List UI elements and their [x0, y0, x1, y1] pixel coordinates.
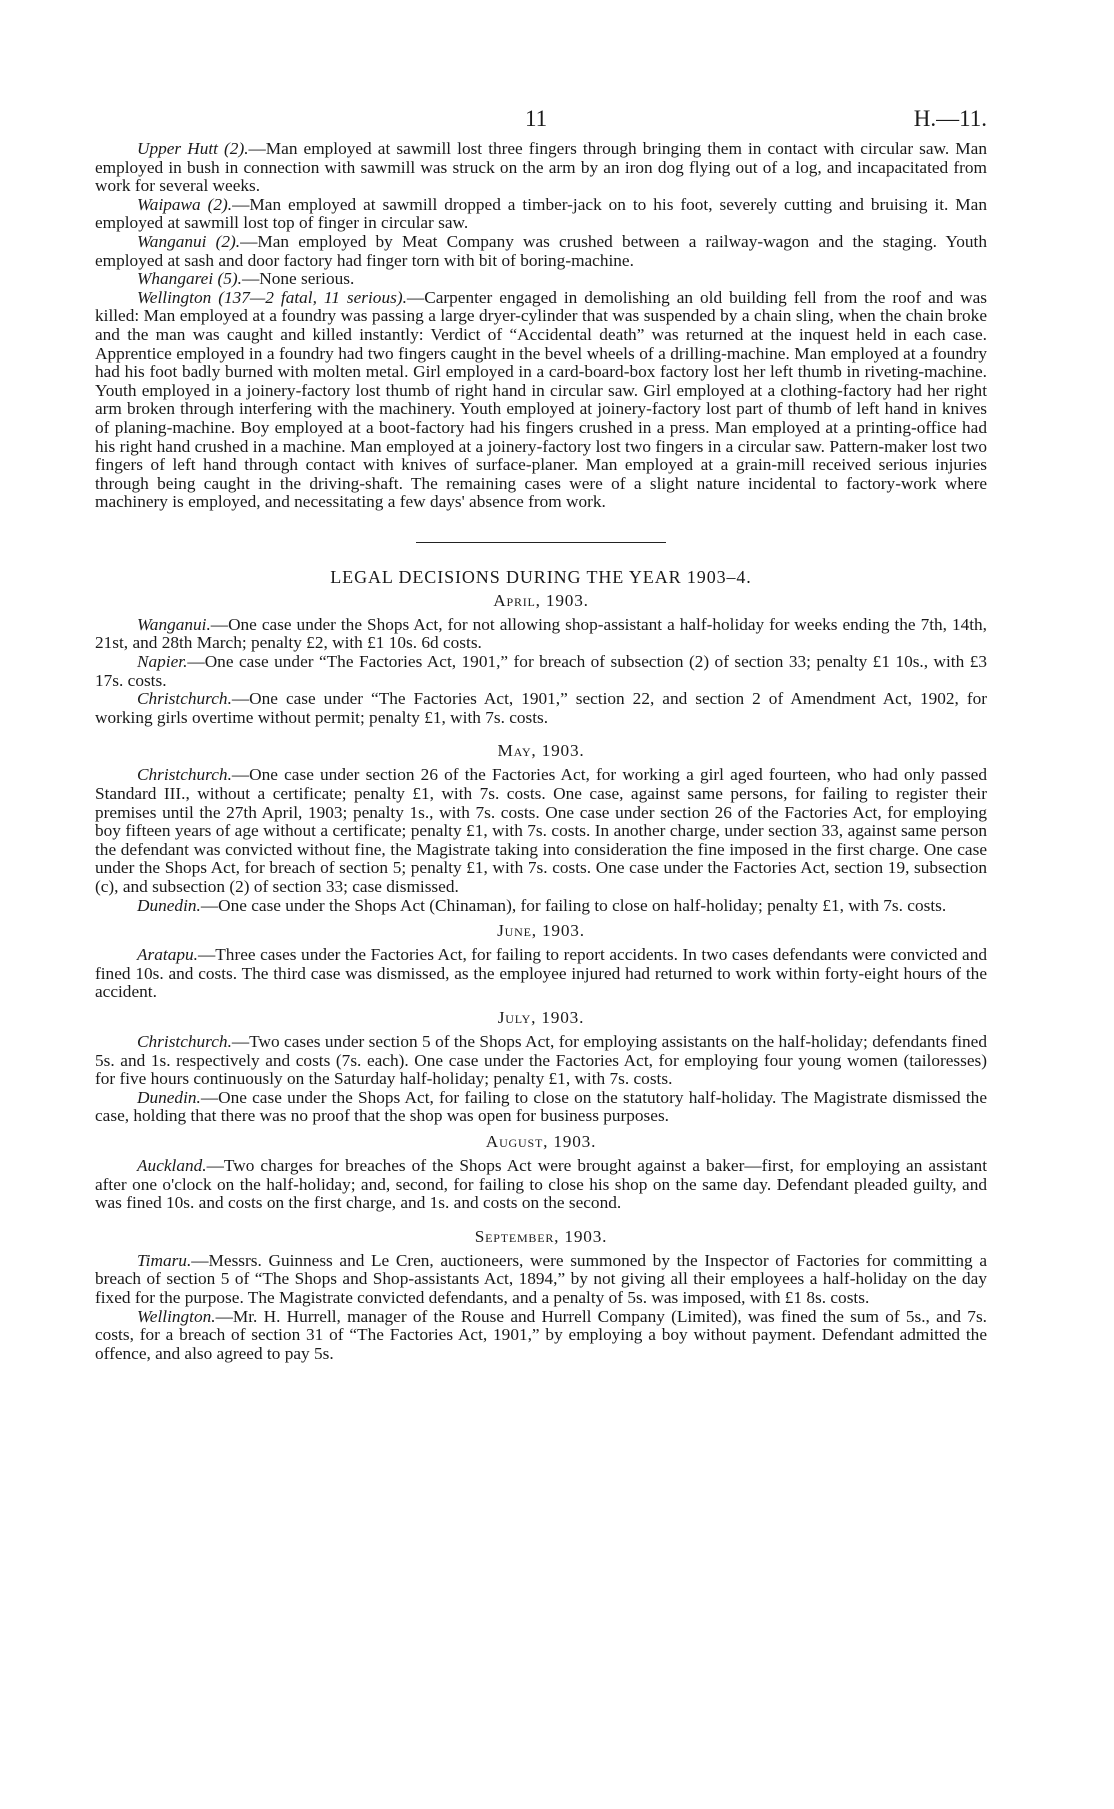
- paragraph-text: —One case under the Shops Act, for failing to close on the statutory half-holiday. The Magistrate dismissed the case, holding that there was no proof that the shop was open for business purposes.: [95, 1087, 987, 1126]
- legal-entry: [95, 1252, 987, 1308]
- section-divider: [416, 542, 666, 543]
- accident-paragraph: [95, 233, 987, 270]
- month-heading: April, 1903.: [493, 590, 589, 610]
- month-heading: July, 1903.: [497, 1007, 585, 1027]
- place-name: Upper Hutt (2).: [137, 139, 249, 158]
- place-name: Auckland.: [137, 1155, 207, 1175]
- paragraph-text: —Messrs. Guinness and Le Cren, auctioneers, were summoned by the Inspector of Factories for committing a breach of section 5 of “The Shops and Shop-assistants Act, 1894,” by not giving all their employees a half-holiday on the day fixed for the purpose. The Magistrate convicted defendants, and a penalty of 5s. was imposed, with £1 8s. costs.: [95, 1250, 987, 1307]
- paragraph-text: —Mr. H. Hurrell, manager of the Rouse and Hurrell Company (Limited), was fined the sum of 5s., and 7s. costs, for a breach of section 31 of “The Factories Act, 1901,” by employing a boy without payment. Defendant admitted the offence, and also agreed to pay 5s.: [95, 1306, 987, 1363]
- legal-entry: [95, 653, 987, 690]
- paragraph-text: —Man employed at sawmill lost three fingers through bringing them in contact with circular saw. Man employed in bush in connection with sawmill was struck on the arm by an iron dog flying out of a log, and incapacitated from work for several weeks.: [95, 139, 987, 196]
- place-name: Aratapu.: [137, 945, 198, 965]
- paragraph-text: —Three cases under the Factories Act, for failing to report accidents. In two cases defendants were convicted and fined 10s. and costs. The third case was dismissed, as the employee injured had returned to work within forty-eight hours of the accident.: [95, 945, 987, 1002]
- month-heading: May, 1903.: [497, 741, 585, 761]
- accident-paragraph: [95, 196, 987, 233]
- paragraph-text: —Two cases under section 5 of the Shops Act, for employing assistants on the half-holiday; defendants fined 5s. and 1s. respectively and costs (7s. each). One case under the Factories Act, for employing four young women (tailoresses) for five hours continuously on the Saturday half-holiday; penalty £1, with 7s. costs.: [95, 1031, 987, 1089]
- section-title: LEGAL DECISIONS DURING THE YEAR 1903–4.: [330, 566, 752, 587]
- accident-paragraph: [95, 289, 987, 512]
- paragraph-text: —Two charges for breaches of the Shops Act were brought against a baker—first, for employing an assistant after one o'clock on the half-holiday; and, second, for failing to close his shop on the same day. Defendant pleaded guilty, and was fined 10s. and costs on the first charge, and 1s. and costs on the second.: [95, 1155, 987, 1213]
- place-name: Wellington (137—2 fatal, 11 serious).: [137, 287, 407, 307]
- place-name: Wellington.: [137, 1306, 216, 1326]
- legal-decisions: [95, 591, 987, 1363]
- document-page: [95, 100, 987, 1363]
- page-number: 11: [525, 106, 548, 131]
- page-header: [95, 100, 987, 140]
- paragraph-text: —One case under section 26 of the Factories Act, for working a girl aged fourteen, who had only passed Standard III., without a certificate; penalty £1, with 7s. costs. One case, against same persons, for failing to register their premises until the 27th April, 1903; penalty 1s., with 7s. costs. One case under section 26 of the Factories Act, for employing boy fifteen years of age without a certificate; penalty £1, with 7s. costs. In another charge, under section 33, against same person the defendant was convicted without fine, the Magistrate taking into consideration the fine imposed in the first charge. One case under the Shops Act, for breach of section 5; penalty £1, with 7s. costs. One case under the Factories Act, section 19, subsection (c), and subsection (2) of section 33; case dismissed.: [95, 765, 987, 896]
- place-name: Christchurch.: [137, 689, 232, 709]
- paragraph-text: —None serious.: [241, 269, 355, 289]
- legal-entry: [95, 897, 987, 916]
- place-name: Dunedin.: [137, 895, 201, 915]
- page-code: H.—11.: [913, 106, 987, 131]
- paragraph-text: —One case under “The Factories Act, 1901,” section 22, and section 2 of Amendment Act, 1902, for working girls overtime without permit; penalty £1, with 7s. costs.: [95, 689, 987, 727]
- month-heading: June, 1903.: [497, 921, 585, 941]
- place-name: Waipawa (2).: [137, 194, 233, 214]
- legal-entry: [95, 1033, 987, 1089]
- legal-entry: [95, 690, 987, 727]
- accident-paragraph: [95, 140, 987, 196]
- paragraph-text: —Man employed at sawmill dropped a timber-jack on to his foot, severely cutting and bruising it. Man employed at sawmill lost top of finger in circular saw.: [95, 194, 987, 233]
- paragraph-text: —One case under the Shops Act, for not allowing shop-assistant a half-holiday for weeks ending the 7th, 14th, 21st, and 28th March; penalty £2, with £1 10s. 6d costs.: [95, 614, 987, 653]
- legal-entry: [95, 616, 987, 653]
- place-name: Napier.: [137, 652, 188, 672]
- place-name: Wanganui (2).: [137, 231, 241, 251]
- place-name: Christchurch.: [137, 765, 232, 785]
- place-name: Timaru.: [137, 1250, 192, 1270]
- accident-reports: [95, 140, 987, 512]
- place-name: Whangarei (5).: [137, 269, 242, 289]
- place-name: Christchurch.: [137, 1031, 232, 1051]
- legal-entry: [95, 946, 987, 1002]
- legal-entry: [95, 1308, 987, 1364]
- paragraph-text: —Carpenter engaged in demolishing an old building fell from the roof and was killed: Man employed at a foundry was passing a large dryer-cylinder that was suspended by a chain sling, when the chain broke and the man was caught and killed instantly: Verdict of “Accidental death” was returned at the inquest held in each case. Apprentice employed in a foundry had two fingers caught in the bevel wheels of a drilling-machine. Man employed at a foundry had his foot badly burned with molten metal. Girl employed in a card-board-box factory lost her left thumb in riveting-machine. Youth employed in a joinery-factory lost thumb of right hand in circular saw. Girl employed at a clothing-factory had her right arm broken through interfering with the machinery. Youth employed at joinery-factory lost part of thumb of left hand in knives of planing-machine. Boy employed at a boot-factory had his fingers crushed in a press. Man employed at a printing-office had his right hand crushed in a machine. Man employed at a joinery-factory lost two fingers in a circular saw. Pattern-maker lost two fingers of left hand through contact with knives of surface-planer. Man employed at a grain-mill received serious injuries through being caught in the driving-shaft. The remaining cases were of a slight nature incidental to factory-work where machinery is employed, and necessitating a few days' absence from work.: [95, 287, 987, 512]
- month-heading: August, 1903.: [485, 1131, 597, 1151]
- legal-entry: [95, 766, 987, 896]
- accident-paragraph: [95, 270, 987, 289]
- legal-entry: [95, 1157, 987, 1213]
- paragraph-text: —Man employed by Meat Company was crushed between a railway-wagon and the staging. Youth employed at sash and door factory had finger torn with bit of boring-machine.: [95, 231, 987, 270]
- legal-entry: [95, 1089, 987, 1126]
- place-name: Dunedin.: [137, 1087, 201, 1107]
- place-name: Wanganui.: [137, 614, 211, 634]
- paragraph-text: —One case under “The Factories Act, 1901,” for breach of subsection (2) of section 33; penalty £1 10s., with £3 17s. costs.: [95, 652, 987, 690]
- paragraph-text: —One case under the Shops Act (Chinaman), for failing to close on half-holiday; penalty £1, with 7s. costs.: [200, 895, 947, 915]
- month-heading: September, 1903.: [474, 1226, 608, 1246]
